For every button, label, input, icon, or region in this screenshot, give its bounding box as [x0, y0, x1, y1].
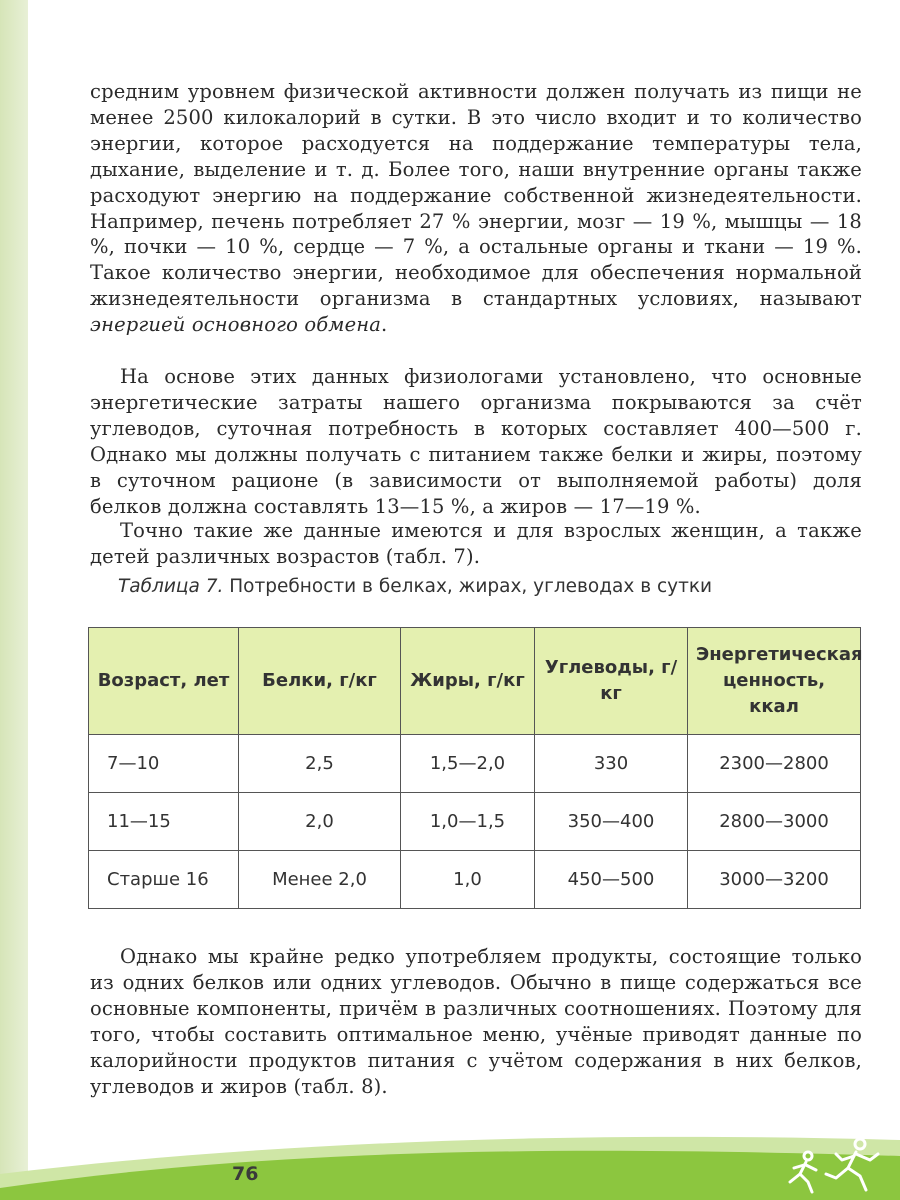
nutrition-table — [88, 627, 861, 909]
cell-carbs: 330 — [535, 735, 688, 793]
cell-age: Старше 16 — [89, 851, 239, 909]
cell-protein: 2,0 — [239, 793, 401, 851]
running-person-icon — [748, 1134, 888, 1194]
table-caption — [118, 576, 712, 597]
header-fat: Жиры, г/кг — [401, 628, 535, 735]
cell-fat: 1,0—1,5 — [401, 793, 535, 851]
paragraph-3: Точно такие же данные имеются и для взрослых женщин, а также детей различных возрастов (табл. 7). — [90, 519, 862, 568]
term-basal-metabolism: энергией основного обмена — [90, 313, 382, 337]
cell-protein: Менее 2,0 — [239, 851, 401, 909]
cell-fat: 1,0 — [401, 851, 535, 909]
cell-age: 11—15 — [89, 793, 239, 851]
paragraph-1: средним уровнем физической активности должен получать из пищи не менее 2500 килокалорий в сутки. В это число входит и то количество энергии, которое расходуется на поддержание температуры тела, дыхание, выделение и т. д. Более того, наши внутренние органы также расходуют энергию на поддержание собственной жизнедеятельности. Например, печень потребляет 27 % энергии, мозг — 19 %, мышцы — 18 %, почки — 10 %, сердце — 7 %, а остальные органы и ткани — 19 %. Такое количество энергии, необходимое для обеспечения нормальной жизнедеятельности организма в стандартных условиях, называют энергией основного обмена. — [90, 80, 862, 337]
table-caption-label: Таблица 7. — [118, 576, 224, 597]
cell-protein: 2,5 — [239, 735, 401, 793]
cell-energy: 2300—2800 — [688, 735, 861, 793]
table-caption-text: Потребности в белках, жирах, углеводах в сутки — [229, 576, 713, 597]
table-row — [89, 735, 861, 793]
cell-fat: 1,5—2,0 — [401, 735, 535, 793]
header-protein: Белки, г/кг — [239, 628, 401, 735]
cell-age: 7—10 — [89, 735, 239, 793]
table-row — [89, 793, 861, 851]
paragraph-4: Однако мы крайне редко употребляем продукты, состоящие только из одних белков или одних углеводов. Обычно в пище содержаться все основные компоненты, причём в различных соотношениях. Поэтому для того, чтобы составить оптимальное меню, учёные приводят данные по калорийности продуктов питания с учётом содержания в них белков, углеводов и жиров (табл. 8). — [90, 945, 862, 1098]
header-energy: Энергетическая ценность, ккал — [688, 628, 861, 735]
page-margin-strip — [0, 0, 28, 1200]
table-header-row — [89, 628, 861, 735]
table-row — [89, 851, 861, 909]
page-number: 76 — [232, 1163, 259, 1185]
cell-carbs: 450—500 — [535, 851, 688, 909]
cell-energy: 2800—3000 — [688, 793, 861, 851]
header-carbs: Углеводы, г/кг — [535, 628, 688, 735]
cell-carbs: 350—400 — [535, 793, 688, 851]
header-age: Возраст, лет — [89, 628, 239, 735]
cell-energy: 3000—3200 — [688, 851, 861, 909]
paragraph-2: На основе этих данных физиологами установлено, что основные энергетические затраты нашего организма покрываются за счёт углеводов, суточная потребность в которых составляет 400—500 г. Однако мы должны получать с питанием также белки и жиры, поэтому в суточном рационе (в зависимости от выполняемой работы) доля белков должна составлять 13—15 %, а жиров — 17—19 %. — [90, 365, 862, 518]
